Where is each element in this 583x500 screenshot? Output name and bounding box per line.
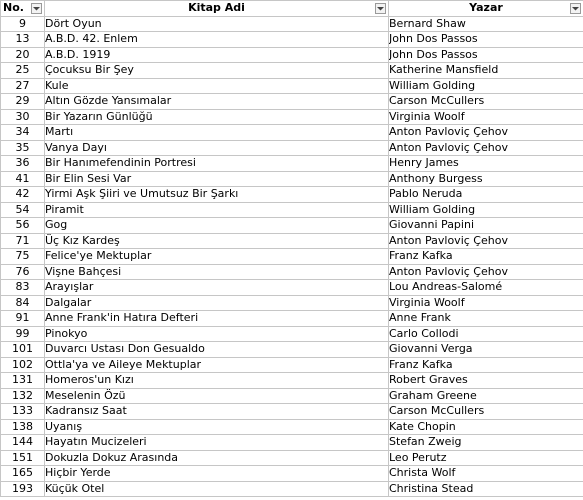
cell-no[interactable]: 102 [1, 357, 45, 373]
cell-title[interactable]: Bir Hanımefendinin Portresi [45, 156, 389, 172]
cell-author[interactable]: Kate Chopin [389, 419, 583, 435]
cell-no[interactable]: 144 [1, 435, 45, 451]
cell-author[interactable]: Christa Wolf [389, 466, 583, 482]
cell-no[interactable]: 133 [1, 404, 45, 420]
cell-title[interactable]: Homeros'un Kızı [45, 373, 389, 389]
cell-author[interactable]: Virginia Woolf [389, 109, 583, 125]
cell-title[interactable]: Dokuzla Dokuz Arasında [45, 450, 389, 466]
header-no-label: No. [3, 1, 24, 14]
table-row[interactable] [1, 311, 583, 327]
cell-title[interactable]: Üç Kız Kardeş [45, 233, 389, 249]
cell-author[interactable]: Henry James [389, 156, 583, 172]
cell-author[interactable]: Anthony Burgess [389, 171, 583, 187]
cell-no[interactable]: 27 [1, 78, 45, 94]
table-row[interactable] [1, 47, 583, 63]
cell-no[interactable]: 71 [1, 233, 45, 249]
cell-no[interactable]: 131 [1, 373, 45, 389]
cell-no[interactable]: 138 [1, 419, 45, 435]
cell-author[interactable]: William Golding [389, 78, 583, 94]
cell-title[interactable]: Pinokyo [45, 326, 389, 342]
cell-author[interactable]: Carson McCullers [389, 94, 583, 110]
cell-author[interactable]: Anne Frank [389, 311, 583, 327]
table-row[interactable] [1, 326, 583, 342]
cell-title[interactable]: A.B.D. 42. Enlem [45, 32, 389, 48]
cell-no[interactable]: 99 [1, 326, 45, 342]
cell-title[interactable]: Uyanış [45, 419, 389, 435]
cell-no[interactable]: 75 [1, 249, 45, 265]
cell-no[interactable]: 84 [1, 295, 45, 311]
table-row[interactable] [1, 357, 583, 373]
cell-title[interactable]: Gog [45, 218, 389, 234]
table-row[interactable] [1, 466, 583, 482]
cell-author[interactable]: Anton Pavloviç Çehov [389, 233, 583, 249]
table-row[interactable] [1, 435, 583, 451]
cell-title[interactable]: Hiçbir Yerde [45, 466, 389, 482]
cell-author[interactable]: Robert Graves [389, 373, 583, 389]
cell-title[interactable]: Dalgalar [45, 295, 389, 311]
header-row [1, 1, 583, 17]
header-author [389, 1, 583, 17]
cell-author[interactable]: Giovanni Papini [389, 218, 583, 234]
cell-author[interactable]: Anton Pavloviç Çehov [389, 140, 583, 156]
cell-author[interactable]: John Dos Passos [389, 32, 583, 48]
cell-title[interactable]: Ottla'ya ve Aileye Mektuplar [45, 357, 389, 373]
cell-title[interactable]: Felice'ye Mektuplar [45, 249, 389, 265]
table-row[interactable] [1, 94, 583, 110]
cell-no[interactable]: 35 [1, 140, 45, 156]
header-author-label: Yazar [469, 1, 503, 14]
table-row[interactable] [1, 156, 583, 172]
cell-no[interactable]: 56 [1, 218, 45, 234]
cell-title[interactable]: Bir Yazarın Günlüğü [45, 109, 389, 125]
cell-no[interactable]: 193 [1, 481, 45, 497]
cell-title[interactable]: Çocuksu Bir Şey [45, 63, 389, 79]
cell-author[interactable]: William Golding [389, 202, 583, 218]
table-row[interactable] [1, 218, 583, 234]
cell-no[interactable]: 101 [1, 342, 45, 358]
table-row[interactable] [1, 419, 583, 435]
table-row[interactable] [1, 32, 583, 48]
cell-no[interactable]: 83 [1, 280, 45, 296]
table-row[interactable] [1, 16, 583, 32]
cell-author[interactable]: Pablo Neruda [389, 187, 583, 203]
cell-author[interactable]: Franz Kafka [389, 357, 583, 373]
cell-title[interactable]: Kadransız Saat [45, 404, 389, 420]
header-no [1, 1, 45, 17]
cell-no[interactable]: 36 [1, 156, 45, 172]
cell-title[interactable]: Arayışlar [45, 280, 389, 296]
table-row[interactable] [1, 388, 583, 404]
cell-author[interactable]: Lou Andreas-Salomé [389, 280, 583, 296]
cell-no[interactable]: 30 [1, 109, 45, 125]
cell-title[interactable]: Vişne Bahçesi [45, 264, 389, 280]
cell-title[interactable]: Kule [45, 78, 389, 94]
cell-author[interactable]: Leo Perutz [389, 450, 583, 466]
cell-no[interactable]: 151 [1, 450, 45, 466]
table-row[interactable] [1, 125, 583, 141]
cell-author[interactable]: Katherine Mansfield [389, 63, 583, 79]
table-row[interactable] [1, 295, 583, 311]
header-title [45, 1, 389, 17]
cell-no[interactable]: 54 [1, 202, 45, 218]
table-row[interactable] [1, 404, 583, 420]
cell-no[interactable]: 76 [1, 264, 45, 280]
cell-author[interactable]: Anton Pavloviç Çehov [389, 125, 583, 141]
cell-author[interactable]: Christina Stead [389, 481, 583, 497]
table-row[interactable] [1, 63, 583, 79]
cell-author[interactable]: Giovanni Verga [389, 342, 583, 358]
cell-no[interactable]: 29 [1, 94, 45, 110]
cell-author[interactable]: Stefan Zweig [389, 435, 583, 451]
table-row[interactable] [1, 109, 583, 125]
cell-author[interactable]: Bernard Shaw [389, 16, 583, 32]
cell-title[interactable]: A.B.D. 1919 [45, 47, 389, 63]
cell-author[interactable]: John Dos Passos [389, 47, 583, 63]
cell-author[interactable]: Anton Pavloviç Çehov [389, 264, 583, 280]
cell-title[interactable]: Anne Frank'in Hatıra Defteri [45, 311, 389, 327]
table-row[interactable] [1, 450, 583, 466]
cell-title[interactable]: Meselenin Özü [45, 388, 389, 404]
table-row[interactable] [1, 202, 583, 218]
header-title-label: Kitap Adi [188, 1, 245, 14]
cell-title[interactable]: Martı [45, 125, 389, 141]
cell-title[interactable]: Yirmi Aşk Şiiri ve Umutsuz Bir Şarkı [45, 187, 389, 203]
table-row[interactable] [1, 140, 583, 156]
table-row[interactable] [1, 187, 583, 203]
cell-title[interactable]: Küçük Otel [45, 481, 389, 497]
cell-no[interactable]: 13 [1, 32, 45, 48]
cell-no[interactable]: 9 [1, 16, 45, 32]
filter-dropdown-icon[interactable] [570, 3, 581, 14]
cell-no[interactable]: 42 [1, 187, 45, 203]
cell-author[interactable]: Carlo Collodi [389, 326, 583, 342]
table-row[interactable] [1, 373, 583, 389]
cell-no[interactable]: 20 [1, 47, 45, 63]
table-row[interactable] [1, 249, 583, 265]
cell-title[interactable]: Duvarcı Ustası Don Gesualdo [45, 342, 389, 358]
table-row[interactable] [1, 280, 583, 296]
filter-dropdown-icon[interactable] [375, 3, 386, 14]
sort-ascending-filter-icon[interactable] [31, 3, 42, 14]
table-row[interactable] [1, 78, 583, 94]
cell-no[interactable]: 41 [1, 171, 45, 187]
cell-title[interactable]: Piramit [45, 202, 389, 218]
cell-no[interactable]: 34 [1, 125, 45, 141]
table-row[interactable] [1, 264, 583, 280]
cell-no[interactable]: 132 [1, 388, 45, 404]
cell-title[interactable]: Bir Elin Sesi Var [45, 171, 389, 187]
table-row[interactable] [1, 342, 583, 358]
table-row[interactable] [1, 171, 583, 187]
cell-title[interactable]: Dört Oyun [45, 16, 389, 32]
cell-author[interactable]: Graham Greene [389, 388, 583, 404]
cell-title[interactable]: Hayatın Mucizeleri [45, 435, 389, 451]
cell-no[interactable]: 91 [1, 311, 45, 327]
cell-author[interactable]: Virginia Woolf [389, 295, 583, 311]
cell-no[interactable]: 25 [1, 63, 45, 79]
cell-author[interactable]: Franz Kafka [389, 249, 583, 265]
cell-author[interactable]: Carson McCullers [389, 404, 583, 420]
table-row[interactable] [1, 481, 583, 497]
cell-no[interactable]: 165 [1, 466, 45, 482]
cell-title[interactable]: Vanya Dayı [45, 140, 389, 156]
table-row[interactable] [1, 233, 583, 249]
cell-title[interactable]: Altın Gözde Yansımalar [45, 94, 389, 110]
